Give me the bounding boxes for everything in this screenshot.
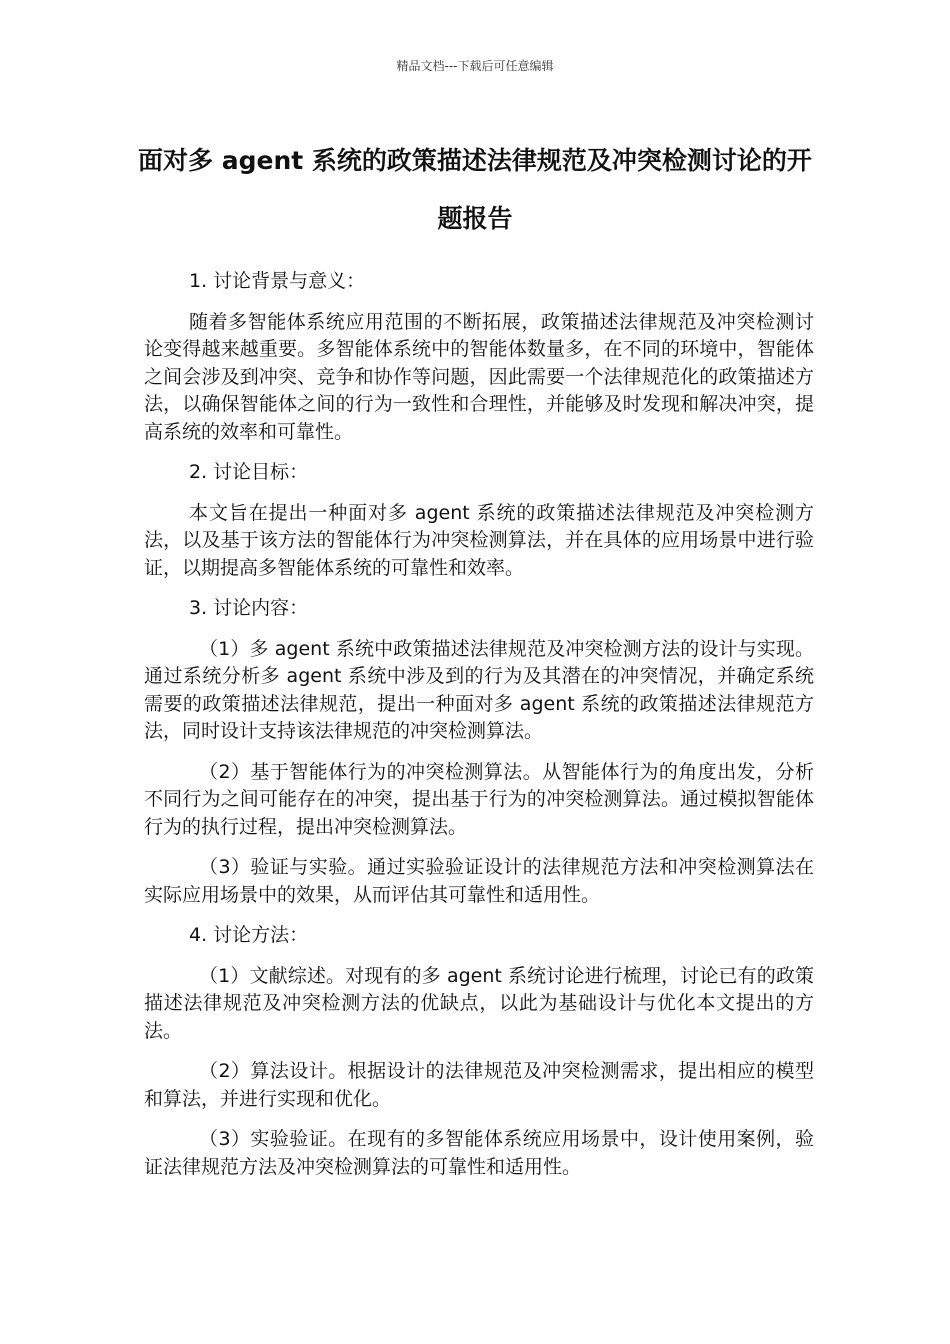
section-heading-method: 4. 讨论方法： <box>189 924 309 946</box>
method-item: （1）文献综述。对现有的多 agent 系统讨论进行梳理，讨论已有的政策描述法律规范及冲突检测方法的优缺点，以此为基础设计与优化本文提出的方法。 <box>144 964 814 1042</box>
section-paragraph-background: 随着多智能体系统应用范围的不断拓展，政策描述法律规范及冲突检测讨论变得越来越重要。多智能体系统中的智能体数量多，在不同的环境中，智能体之间会涉及到冲突、竞争和协作等问题，因此需要一个法律规范化的政策描述方法，以确保智能体之间的行为一致性和合理性，并能够及时发现和解决冲突，提高系统的效率和可靠性。 <box>144 310 814 443</box>
section-heading-background: 1. 讨论背景与意义： <box>189 270 366 292</box>
header-note: 精品文档---下载后可任意编辑 <box>396 59 554 73</box>
method-item: （3）实验验证。在现有的多智能体系统应用场景中，设计使用案例，验证法律规范方法及冲突检测算法的可靠性和适用性。 <box>144 1128 814 1178</box>
section-heading-content: 3. 讨论内容： <box>189 597 309 619</box>
section-paragraph-goal: 本文旨在提出一种面对多 agent 系统的政策描述法律规范及冲突检测方法，以及基于该方法的智能体行为冲突检测算法，并在具体的应用场景中进行验证，以期提高多智能体系统的可靠性和效率。 <box>144 501 814 579</box>
method-item: （2）算法设计。根据设计的法律规范及冲突检测需求，提出相应的模型和算法，并进行实现和优化。 <box>144 1060 814 1110</box>
document-title: 面对多 agent 系统的政策描述法律规范及冲突检测讨论的开题报告 <box>138 146 812 233</box>
content-item: （2）基于智能体行为的冲突检测算法。从智能体行为的角度出发，分析不同行为之间可能存在的冲突，提出基于行为的冲突检测算法。通过模拟智能体行为的执行过程，提出冲突检测算法。 <box>144 760 814 838</box>
document-body <box>144 268 814 1194</box>
section-heading-goal: 2. 讨论目标： <box>189 461 309 483</box>
content-item: （3）验证与实验。通过实验验证设计的法律规范方法和冲突检测算法在实际应用场景中的效果，从而评估其可靠性和适用性。 <box>144 856 814 906</box>
content-item: （1）多 agent 系统中政策描述法律规范及冲突检测方法的设计与实现。通过系统分析多 agent 系统中涉及到的行为及其潜在的冲突情况，并确定系统需要的政策描述法律规范，提出一种面对多 agent 系统的政策描述法律规范方法，同时设计支持该法律规范的冲突检测算法。 <box>144 637 814 742</box>
